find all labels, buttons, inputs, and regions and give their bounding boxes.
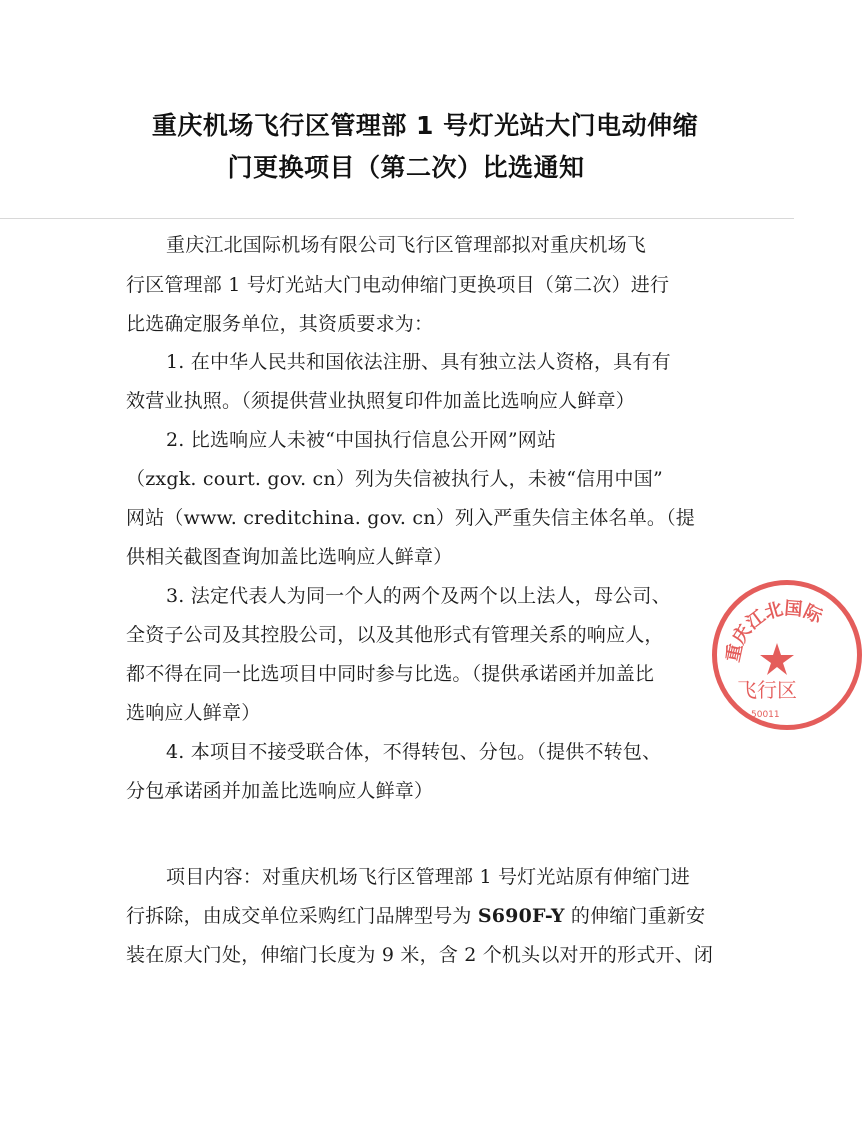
project-content-line-2 xyxy=(126,901,705,928)
company-seal-stamp xyxy=(712,580,862,730)
seal-graphic xyxy=(717,585,857,725)
scan-divider xyxy=(0,218,794,219)
requirement-2-line-3: 网站（www. creditchina. gov. cn）列入严重失信主体名单。（提 xyxy=(126,507,695,529)
project-content-line-3: 装在原大门处，伸缩门长度为 9 米，含 2 个机头以对开的形式开、闭 xyxy=(126,944,714,966)
requirement-2-line-4: 供相关截图查询加盖比选响应人鲜章） xyxy=(126,546,453,568)
project-model-number: S690F-Y xyxy=(477,905,565,927)
requirement-1-line-1: 1. 在中华人民共和国依法注册、具有独立法人资格，具有有 xyxy=(166,351,671,373)
requirement-1-line-2: 效营业执照。（须提供营业执照复印件加盖比选响应人鲜章） xyxy=(126,390,635,412)
seal-bottom-text: 飞行区 xyxy=(737,678,797,702)
requirement-3-line-4: 选响应人鲜章） xyxy=(126,702,261,724)
seal-code: 50011 xyxy=(751,710,780,720)
requirement-3-line-3: 都不得在同一比选项目中同时参与比选。（提供承诺函并加盖比 xyxy=(126,663,655,685)
project-content-line-2-start: 行拆除，由成交单位采购红门品牌型号为 xyxy=(126,905,478,927)
seal-top-text: 重庆江北国际 xyxy=(722,598,826,664)
requirement-4-line-1: 4. 本项目不接受联合体，不得转包、分包。（提供不转包、 xyxy=(166,741,662,763)
requirement-3-line-2: 全资子公司及其控股公司，以及其他形式有管理关系的响应人， xyxy=(126,624,664,646)
requirement-3-line-1: 3. 法定代表人为同一个人的两个及两个以上法人，母公司、 xyxy=(166,585,671,607)
project-content-line-1: 项目内容：对重庆机场飞行区管理部 1 号灯光站原有伸缩门进 xyxy=(166,866,690,888)
requirement-4-line-2: 分包承诺函并加盖比选响应人鲜章） xyxy=(126,780,434,802)
intro-line-1: 重庆江北国际机场有限公司飞行区管理部拟对重庆机场飞 xyxy=(166,234,647,256)
requirement-2-line-2: （zxgk. court. gov. cn）列为失信被执行人，未被“信用中国” xyxy=(126,468,663,490)
document-title-line-2: 门更换项目（第二次）比选通知 xyxy=(227,153,585,182)
intro-line-2: 行区管理部 1 号灯光站大门电动伸缩门更换项目（第二次）进行 xyxy=(126,274,670,296)
intro-line-3: 比选确定服务单位，其资质要求为： xyxy=(126,313,434,335)
requirement-2-line-1: 2. 比选响应人未被“中国执行信息公开网”网站 xyxy=(166,429,557,451)
document-title-line-1: 重庆机场飞行区管理部 1 号灯光站大门电动伸缩 xyxy=(151,111,699,140)
seal-star-icon xyxy=(760,643,794,675)
project-content-line-2-end: 的伸缩门重新安 xyxy=(564,905,706,927)
